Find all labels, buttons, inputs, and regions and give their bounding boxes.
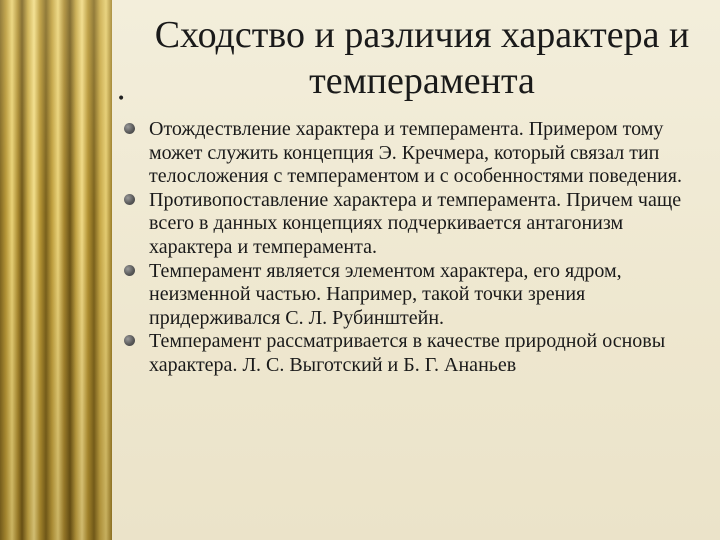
bullet-item: [124, 189, 704, 260]
bullet-dot-icon: [124, 265, 135, 276]
bullet-item: [124, 260, 704, 331]
bullet-text: Темперамент рассматривается в качестве природной основы характера. Л. С. Выготский и Б. Г. Ананьев: [149, 330, 666, 376]
slide-title: Сходство и различия характера и темперамента: [154, 14, 690, 102]
stray-bullet-marker: •: [117, 91, 126, 107]
bullet-dot-icon: [124, 123, 135, 134]
bullet-list: [124, 118, 704, 378]
bullet-item: [124, 330, 704, 377]
bullet-dot-icon: [124, 335, 135, 346]
gold-band-shading: [0, 0, 112, 540]
bullet-text: Противопоставление характера и темперамента. Причем чаще всего в данных концепциях подчеркивается антагонизм характера и темперамента.: [149, 188, 682, 258]
bullet-item: [124, 118, 704, 189]
bullet-text: Темперамент является элементом характера, его ядром, неизменной частью. Например, такой точки зрения придерживался С. Л. Рубинштейн.: [149, 259, 622, 329]
bullet-dot-icon: [124, 194, 135, 205]
bullet-text: Отождествление характера и темперамента. Примером тому может служить концепция Э. Кречмера, который связал тип телосложения с темпераментом и с особенностями поведения.: [149, 118, 682, 188]
